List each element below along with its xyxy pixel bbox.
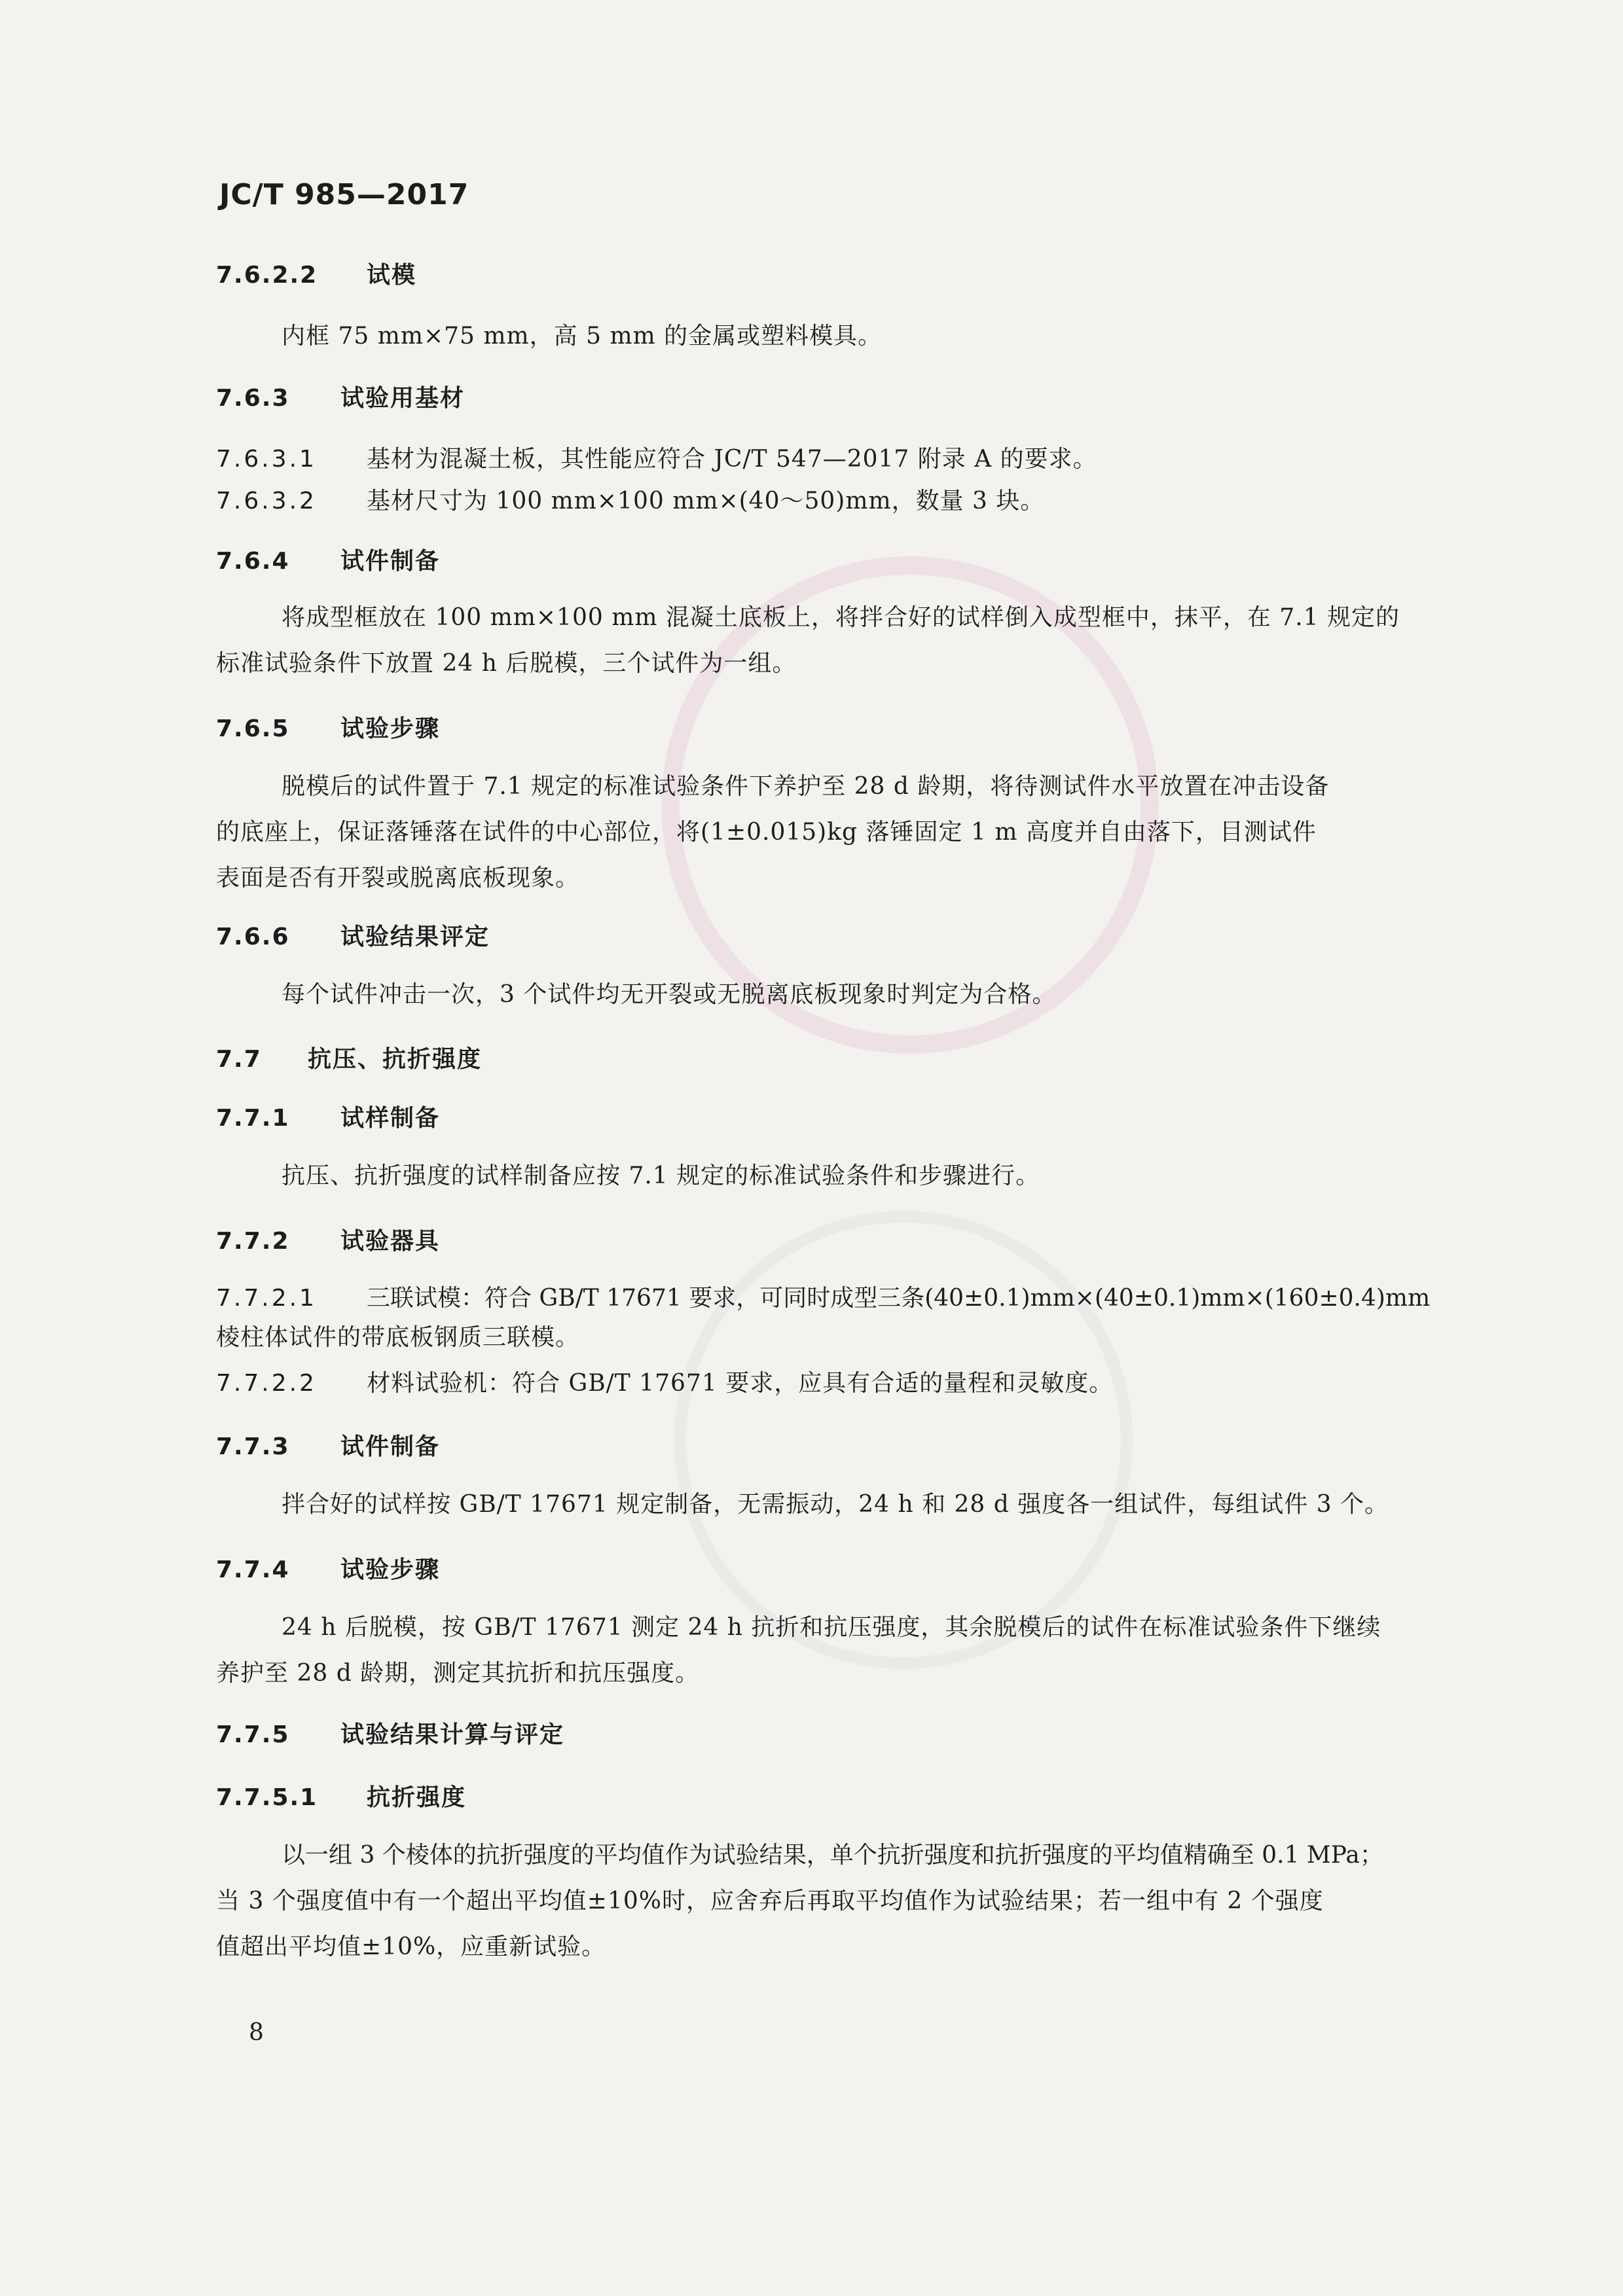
page-number: 8 <box>249 2019 264 2046</box>
section-number: 7.6.4 <box>216 548 290 575</box>
paragraph-line: 抗压、抗折强度的试样制备应按 7.1 规定的标准试验条件和步骤进行。 <box>282 1162 1040 1189</box>
clause-number: 7.6.3.2 <box>216 488 317 514</box>
paragraph-line: 将成型框放在 100 mm×100 mm 混凝土底板上，将拌合好的试样倒入成型框中，抹平，在 7.1 规定的 <box>282 604 1400 631</box>
section-7-7-2-heading <box>216 1223 440 1256</box>
section-title: 试件制备 <box>340 548 441 575</box>
paragraph-line: 每个试件冲击一次，3 个试件均无开裂或无脱离底板现象时判定为合格。 <box>282 981 1057 1008</box>
paragraph-line: 拌合好的试样按 GB/T 17671 规定制备，无需振动，24 h 和 28 d 强度各一组试件，每组试件 3 个。 <box>282 1491 1389 1518</box>
section-number: 7.6.6 <box>216 924 290 950</box>
section-7-6-5-heading <box>216 710 440 744</box>
section-title: 试验步骤 <box>340 715 441 742</box>
section-number: 7.7.3 <box>216 1433 290 1460</box>
paragraph-line: 标准试验条件下放置 24 h 后脱模，三个试件为一组。 <box>216 650 797 677</box>
clause-7-6-3-2 <box>216 482 1044 516</box>
clause-number: 7.7.2.2 <box>216 1370 317 1397</box>
paragraph-line: 棱柱体试件的带底板钢质三联模。 <box>216 1324 580 1351</box>
clause-text: 基材尺寸为 100 mm×100 mm×(40～50)mm，数量 3 块。 <box>367 488 1045 514</box>
clause-number: 7.6.3.1 <box>216 446 317 473</box>
section-title: 试模 <box>367 262 417 289</box>
section-title: 试验结果计算与评定 <box>340 1721 565 1748</box>
section-number: 7.7 <box>216 1046 262 1073</box>
clause-7-7-2-1 <box>216 1280 1430 1313</box>
section-7-7-5-1-heading <box>216 1779 466 1812</box>
section-7-6-3-heading <box>216 380 465 413</box>
section-title: 试验步骤 <box>340 1556 441 1583</box>
paragraph-line: 脱模后的试件置于 7.1 规定的标准试验条件下养护至 28 d 龄期，将待测试件水平放置在冲击设备 <box>282 773 1330 800</box>
section-7-7-1-heading <box>216 1100 440 1133</box>
section-title: 抗折强度 <box>367 1784 467 1811</box>
paragraph-line: 的底座上，保证落锤落在试件的中心部位，将(1±0.015)kg 落锤固定 1 m 高度并自由落下，目测试件 <box>216 819 1317 846</box>
paragraph-line: 以一组 3 个棱体的抗折强度的平均值作为试验结果，单个抗折强度和抗折强度的平均值精确至 0.1 MPa； <box>282 1842 1383 1869</box>
section-number: 7.7.2 <box>216 1228 290 1255</box>
section-7-6-2-2-heading <box>216 257 416 290</box>
paragraph-line: 24 h 后脱模，按 GB/T 17671 测定 24 h 抗折和抗压强度，其余脱模后的试件在标准试验条件下继续 <box>282 1614 1381 1641</box>
section-7-7-5-heading <box>216 1716 564 1749</box>
clause-text: 基材为混凝土板，其性能应符合 JC/T 547—2017 附录 A 的要求。 <box>367 446 1097 473</box>
section-number: 7.7.5.1 <box>216 1784 318 1811</box>
standard-code-header: JC/T 985—2017 <box>219 178 469 211</box>
section-title: 试件制备 <box>340 1433 441 1460</box>
clause-text: 三联试模：符合 GB/T 17671 要求，可同时成型三条(40±0.1)mm×(40±0.1)mm×(160±0.4)mm <box>367 1285 1431 1312</box>
section-7-7-3-heading <box>216 1428 440 1462</box>
paragraph-line: 表面是否有开裂或脱离底板现象。 <box>216 865 580 891</box>
section-7-6-6-heading <box>216 918 490 952</box>
section-7-6-4-heading <box>216 543 440 576</box>
clause-7-6-3-1 <box>216 440 1097 474</box>
paragraph-line: 当 3 个强度值中有一个超出平均值±10%时，应舍弃后再取平均值作为试验结果；若一组中有 2 个强度 <box>216 1888 1324 1914</box>
section-number: 7.7.4 <box>216 1556 290 1583</box>
paragraph-line: 值超出平均值±10%，应重新试验。 <box>216 1933 606 1960</box>
section-7-7-4-heading <box>216 1551 440 1585</box>
clause-7-7-2-2 <box>216 1365 1113 1398</box>
section-title: 抗压、抗折强度 <box>308 1046 483 1073</box>
section-number: 7.6.5 <box>216 715 290 742</box>
section-number: 7.7.5 <box>216 1721 290 1748</box>
section-title: 试样制备 <box>340 1105 441 1132</box>
section-title: 试验器具 <box>340 1228 441 1255</box>
section-number: 7.7.1 <box>216 1105 290 1132</box>
paragraph-line: 养护至 28 d 龄期，测定其抗折和抗压强度。 <box>216 1660 700 1687</box>
paragraph-line: 内框 75 mm×75 mm，高 5 mm 的金属或塑料模具。 <box>282 323 883 350</box>
section-7-7-heading <box>216 1041 482 1074</box>
section-number: 7.6.3 <box>216 385 290 412</box>
section-number: 7.6.2.2 <box>216 262 318 289</box>
section-title: 试验结果评定 <box>340 924 490 950</box>
section-title: 试验用基材 <box>340 385 465 412</box>
clause-text: 材料试验机：符合 GB/T 17671 要求，应具有合适的量程和灵敏度。 <box>367 1370 1114 1397</box>
clause-number: 7.7.2.1 <box>216 1285 317 1312</box>
